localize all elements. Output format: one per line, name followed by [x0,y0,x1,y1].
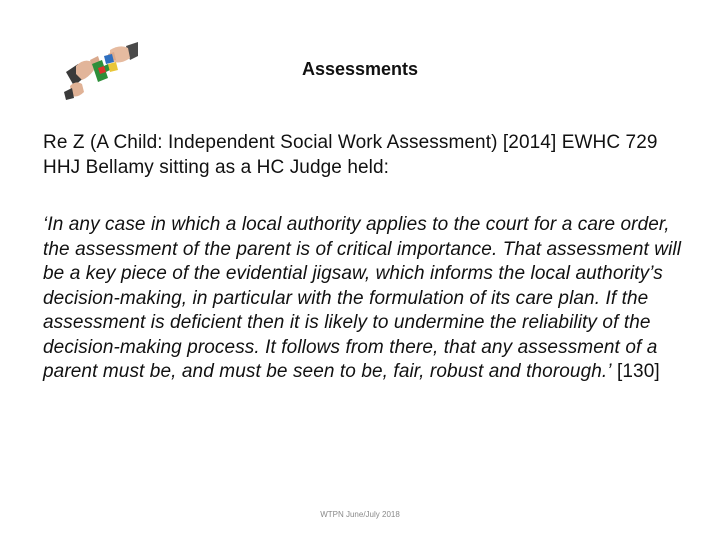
slide-body [43,131,683,385]
quote-text: ‘In any case in which a local authority applies to the court for a care order, the assessment of the parent is of critical importance. That assessment will be a key piece of the evidential jigsaw, which informs the local authority’s decision-making, in particular with the formulation of its care plan. If the assessment is deficient then it is likely to undermine the reliability of the decision-making process. It follows from there, that any assessment of a parent must be, and must be seen to be, fair, robust and thorough.’ [43,214,682,382]
paragraph-reference: [130] [617,361,660,382]
footer-text: WTPN June/July 2018 [320,510,400,519]
slide-title: Assessments [301,59,419,79]
judgment-quote [43,213,683,385]
case-citation: Re Z (A Child: Independent Social Work Assessment) [2014] EWHC 729 HHJ Bellamy sitting as a HC Judge held: [43,132,658,178]
